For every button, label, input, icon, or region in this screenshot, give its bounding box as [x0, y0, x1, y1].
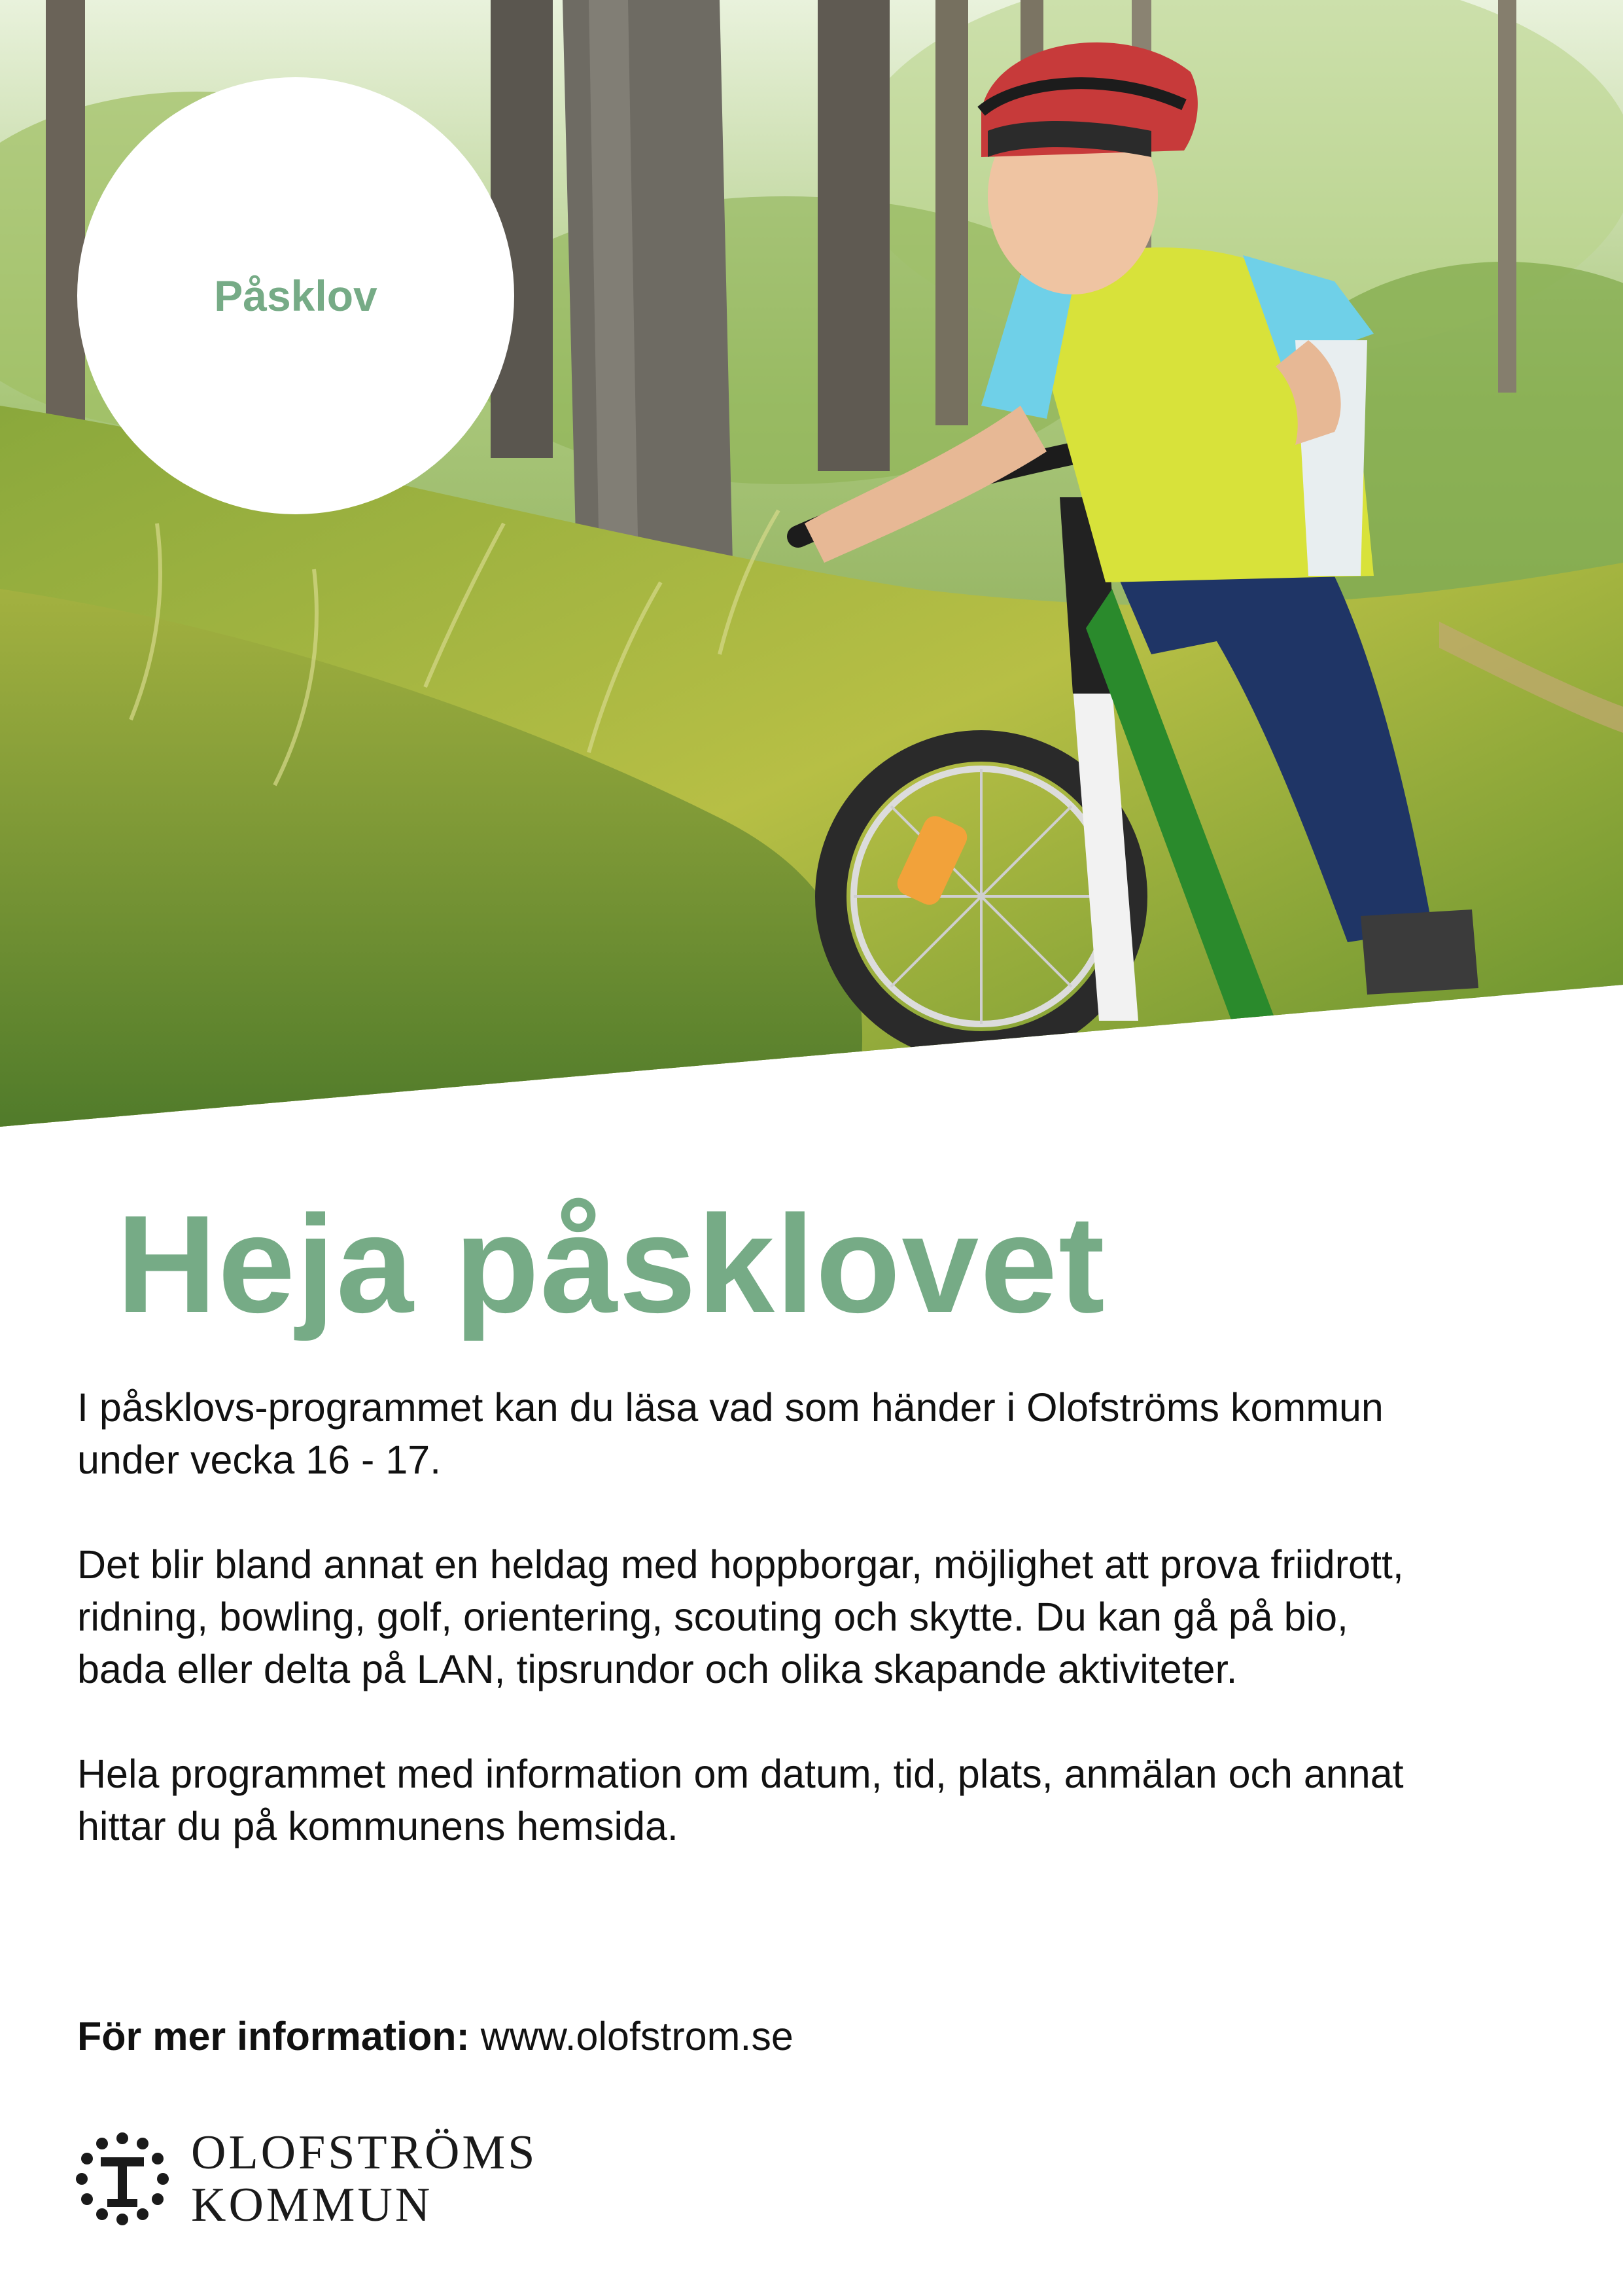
- intro-line-2: under vecka 16 - 17.: [77, 1438, 442, 1482]
- olofstrom-emblem-icon: [73, 2130, 171, 2228]
- activities-line-3: bada eller delta på LAN, tipsrundor och olika skapande aktiviteter.: [77, 1647, 1238, 1691]
- logo-line-1: OLOFSTRÖMS: [191, 2126, 538, 2180]
- program-paragraph: [77, 1748, 1582, 1852]
- website-link[interactable]: www.olofstrom.se: [480, 2014, 794, 2058]
- program-line-2: hittar du på kommunens hemsida.: [77, 1804, 678, 1848]
- municipality-logo: [73, 2127, 537, 2231]
- activities-line-1: Det blir bland annat en heldag med hoppborgar, möjlighet att prova friidrott,: [77, 1542, 1404, 1587]
- badge-label: Påsklov: [214, 272, 377, 320]
- activities-paragraph: [77, 1538, 1582, 1695]
- activities-line-2: ridning, bowling, golf, orientering, scouting och skytte. Du kan gå på bio,: [77, 1595, 1348, 1639]
- intro-line-1: I påsklovs-programmet kan du läsa vad som händer i Olofströms kommun: [77, 1385, 1384, 1430]
- headline: Heja påsklovet: [116, 1186, 1106, 1341]
- intro-paragraph: [77, 1381, 1582, 1486]
- logo-line-2: KOMMUN: [191, 2178, 433, 2232]
- logo-text: [191, 2127, 537, 2231]
- more-info-label: För mer information:: [77, 2014, 470, 2058]
- pasklov-badge: [77, 77, 514, 514]
- program-line-1: Hela programmet med information om datum, tid, plats, anmälan och annat: [77, 1752, 1404, 1796]
- more-info: [77, 2010, 794, 2062]
